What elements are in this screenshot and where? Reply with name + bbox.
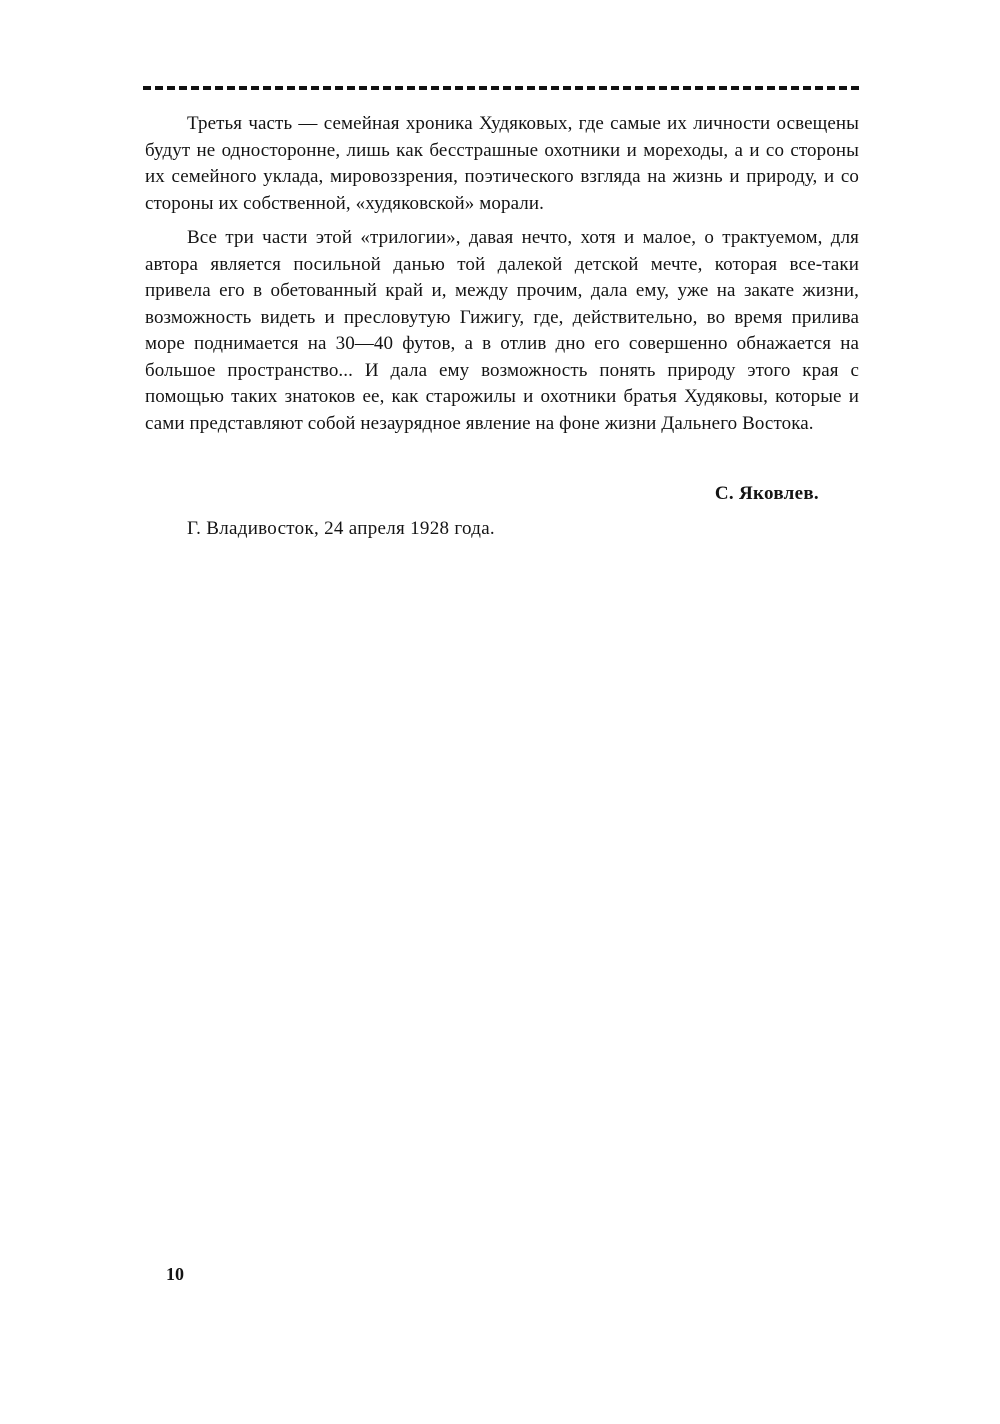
place-and-date: Г. Владивосток, 24 апреля 1928 года. <box>187 518 495 539</box>
paragraph-third-part: Третья часть — семейная хроника Худяковых, где самые их личности освещены будут не односторонне, лишь как бесстрашные охотники и мореходы, а и со стороны их семейного уклада, мировоззрения, поэтического взгляда на жизнь и природу, и со стороны их собственной, «худяковской» морали. <box>145 113 859 214</box>
body-text <box>145 111 859 437</box>
author-signature: С. Яковлев. <box>714 483 819 504</box>
paragraph-trilogy: Все три части этой «трилогии», давая нечто, хотя и малое, о трактуемом, для автора является посильной данью той далекой детской мечте, которая все-таки привела его в обетованный край и, между прочим, дала ему, уже на закате жизни, возможность видеть и пресловутую Гижигу, где, действительно, во время прилива море поднимается на 30—40 футов, а в отлив дно его совершенно обнажается на большое пространство... И дала ему возможность понять природу этого края с помощью таких знатоков ее, как старожилы и охотники братья Худяковы, которые и сами представляют собой незаурядное явление на фоне жизни Дальнего Востока. <box>145 227 859 434</box>
top-divider-rule <box>143 86 859 90</box>
page-number: 10 <box>166 1264 184 1284</box>
